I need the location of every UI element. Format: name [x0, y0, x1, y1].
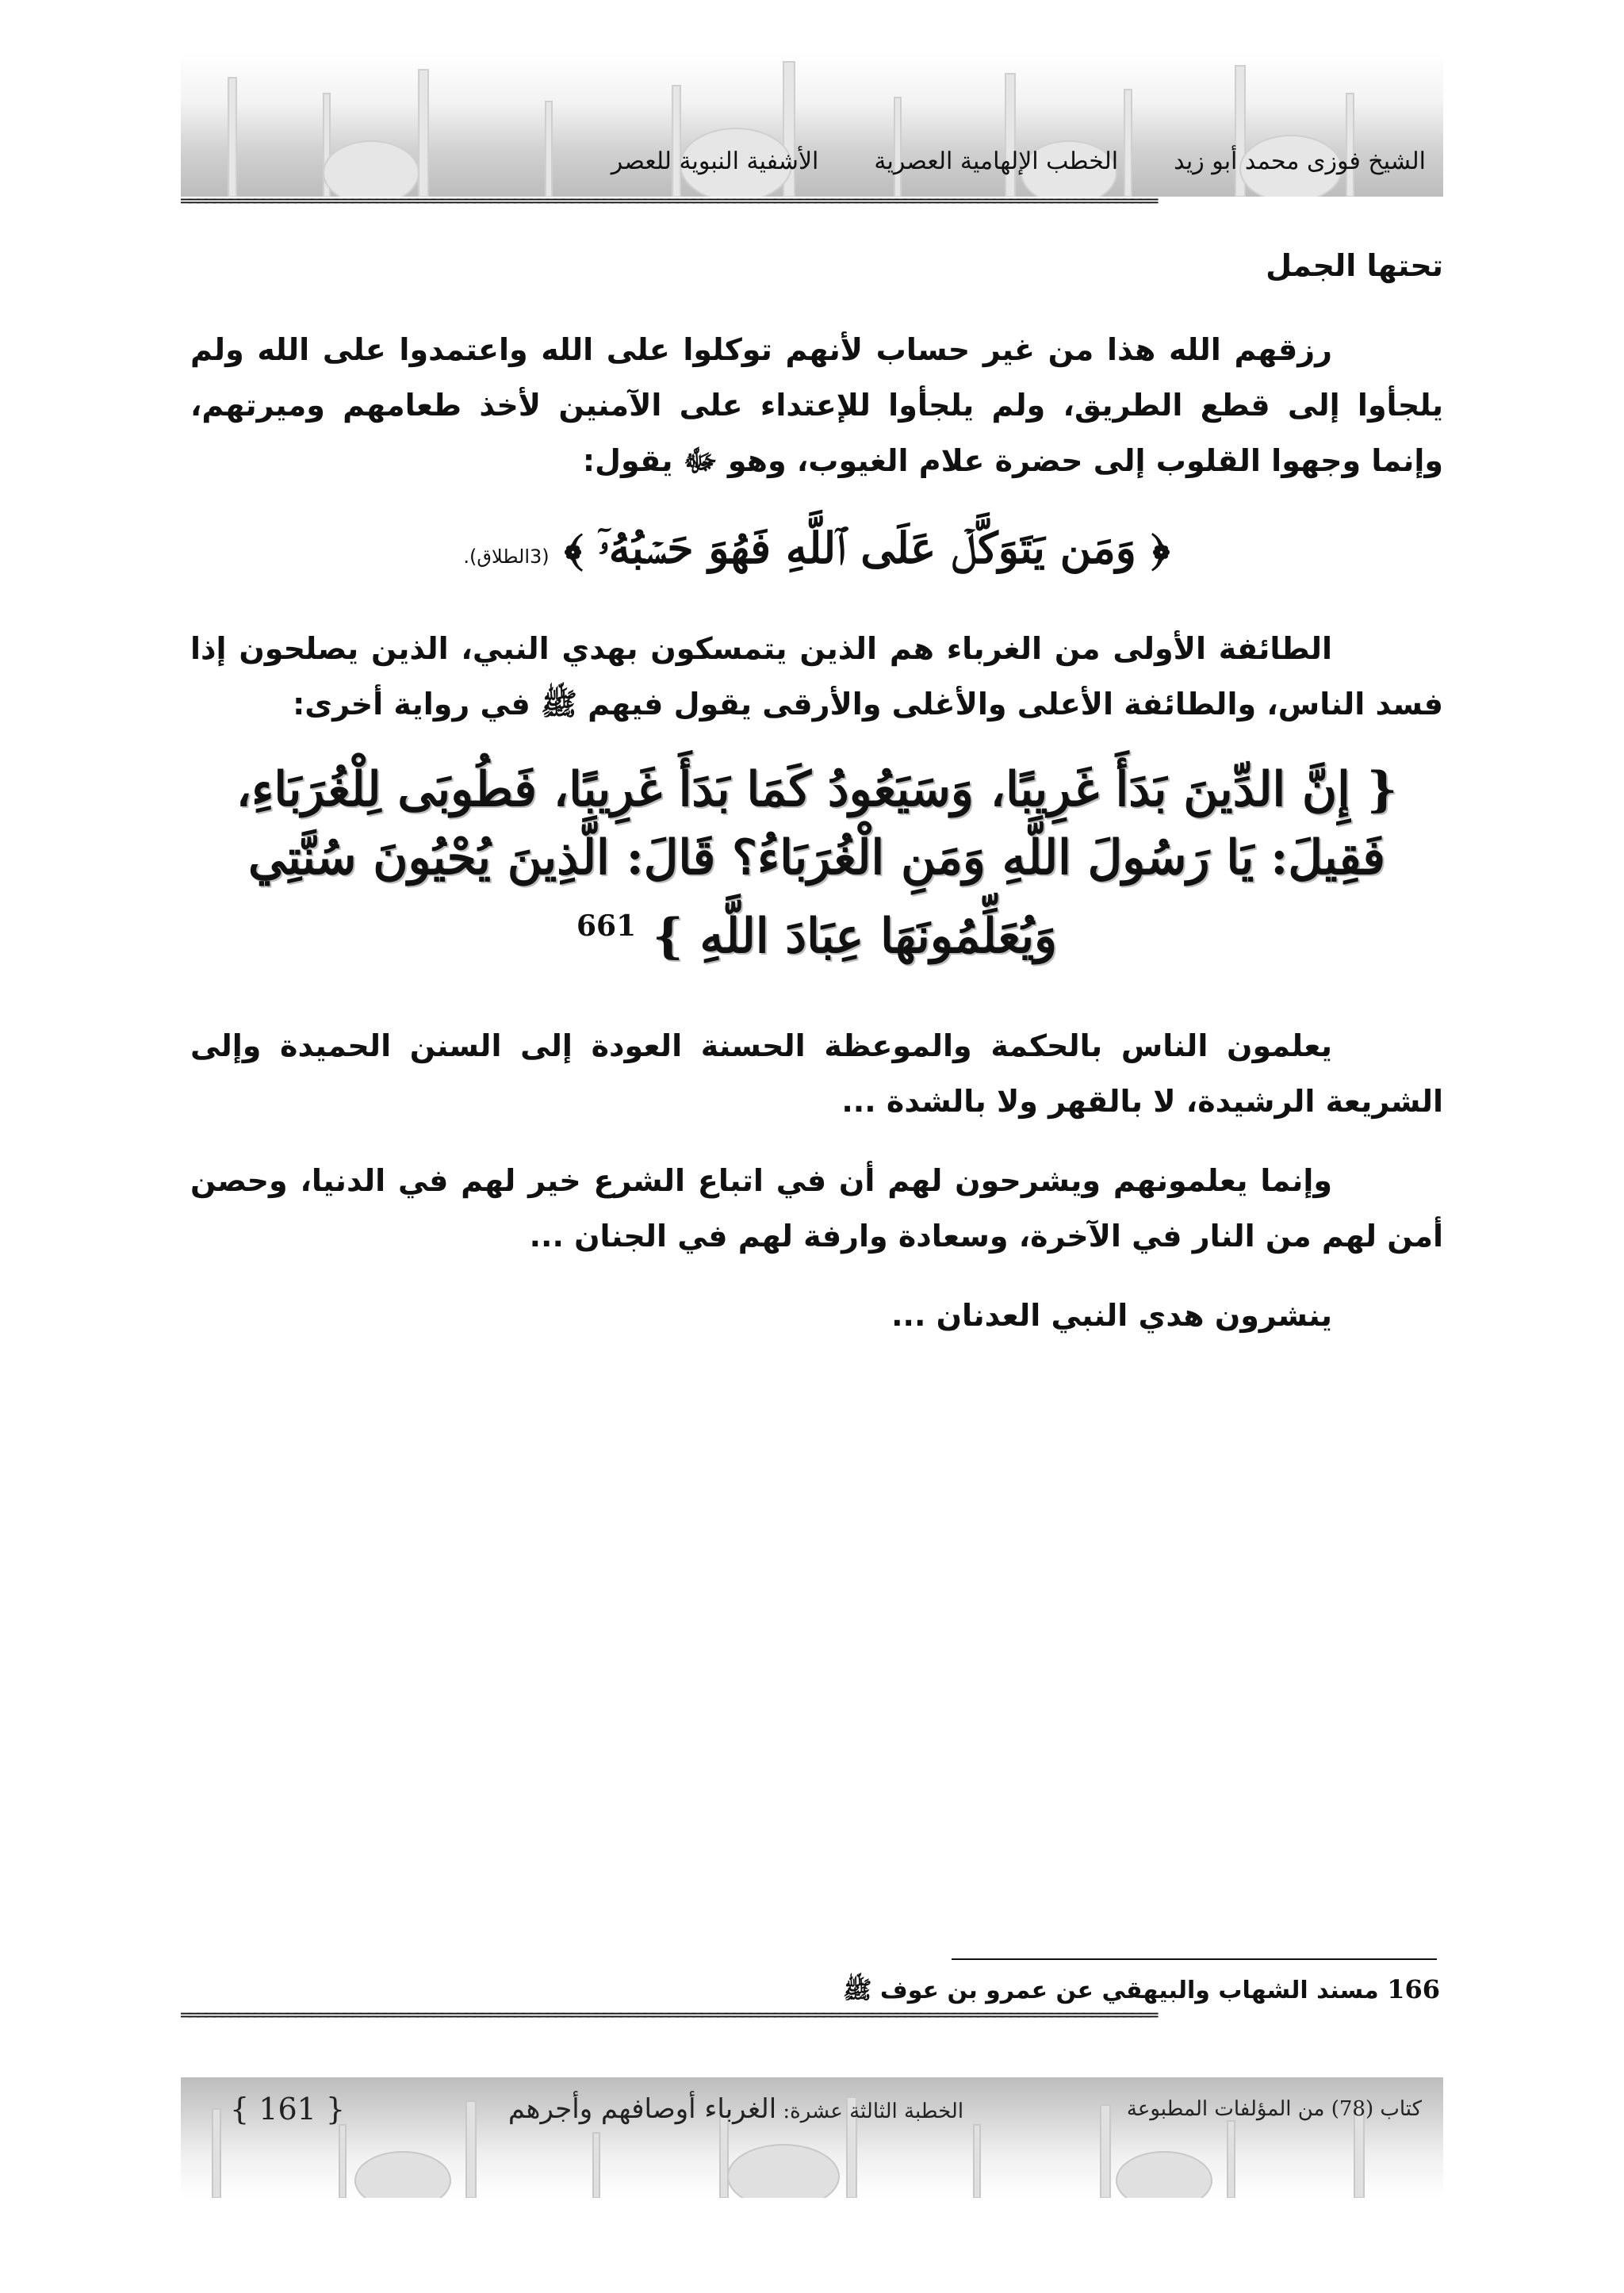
footer-lecture-title: الغرباء أوصافهم وأجرهم [508, 2093, 777, 2125]
page-body [190, 238, 1443, 1367]
footnote-rule [952, 1958, 1437, 1960]
running-footer [230, 2092, 1422, 2126]
quran-verse [190, 520, 1443, 584]
quran-verse-text: ﴿ وَمَن يَتَوَكَّلۡ عَلَى ٱللَّهِ فَهُوَ حَسۡبُهُۥٓ ﴾ [564, 523, 1170, 573]
header-book: الخطب الإلهامية العصرية [874, 147, 1119, 175]
footnote-text: مسند الشهاب والبيهقي عن عمرو بن عوف ﷺ [843, 1977, 1379, 2004]
hadith-text: { إِنَّ الدِّينَ بَدَأَ غَرِيبًا، وَسَيَعُودُ كَمَا بَدَأَ غَرِيبًا، فَطُوبَى لِلْغُرَبَاءِ، فَقِيلَ: يَا رَسُولَ اللَّهِ وَمَنِ الْغُرَبَاءُ؟ قَالَ: الَّذِينَ يُحْيُونَ سُنَّتِي وَيُعَلِّمُونَهَا عِبَادَ اللَّهِ } [236, 762, 1398, 964]
footer-book-count: كتاب (78) من المؤلفات المطبوعة [1126, 2097, 1422, 2121]
paragraph-1: رزقهم الله هذا من غير حساب لأنهم توكلوا على الله واعتمدوا على الله ولم يلجأوا إلى قطع الطريق، ولم يلجأوا للإعتداء على الآمنين لأخذ طعامهم وميرتهم، وإنما وجهوا القلوب إلى حضرة علام الغيوب، وهو ﷻ يقول: [190, 332, 1443, 478]
footnote [843, 1974, 1440, 2010]
footer-lecture-label: الخطبة الثالثة عشرة: [783, 2100, 964, 2123]
section-heading: تحتها الجمل [1266, 248, 1443, 283]
mosque-skyline-icon [181, 54, 1443, 197]
paragraph-2: الطائفة الأولى من الغرباء هم الذين يتمسكون بهدي النبي، الذين يصلحون إذا فسد الناس، والطائفة الأعلى والأغلى والأرقى يقول فيهم ﷺ في رواية أخرى: [190, 631, 1443, 722]
footer-lecture [508, 2093, 963, 2125]
hadith-footnote-ref: 661 [576, 909, 637, 943]
paragraph-5: ينشرون هدي النبي العدنان ... [891, 1298, 1332, 1333]
quran-verse-reference: (3الطلاق). [463, 545, 550, 568]
footer-divider: ════════════════════════════════════════════════════════════════════════════════════════════════════════════════════════ [181, 2011, 1156, 2026]
header-author: الشيخ فوزى محمد أبو زيد [1174, 147, 1426, 175]
header-band [181, 54, 1443, 197]
header-divider: ════════════════════════════════════════════════════════════════════════════════════════════════════════════════════════ [181, 197, 1156, 212]
paragraph-4: وإنما يعلمونهم ويشرحون لهم أن في اتباع الشرع خير لهم في الدنيا، وحصن أمن لهم من النار في الآخرة، وسعادة وارفة لهم في الجنان ... [190, 1163, 1443, 1254]
paragraph-3: يعلمون الناس بالحكمة والموعظة الحسنة العودة إلى السنن الحميدة وإلى الشريعة الرشيدة، لا بالقهر ولا بالشدة ... [190, 1028, 1443, 1119]
page-number: { 161 } [230, 2092, 346, 2126]
footnote-number: 166 [1387, 1974, 1440, 2004]
header-series: الأشفية النبوية للعصر [611, 147, 819, 175]
running-header [611, 147, 1426, 175]
hadith-quote [206, 756, 1427, 970]
